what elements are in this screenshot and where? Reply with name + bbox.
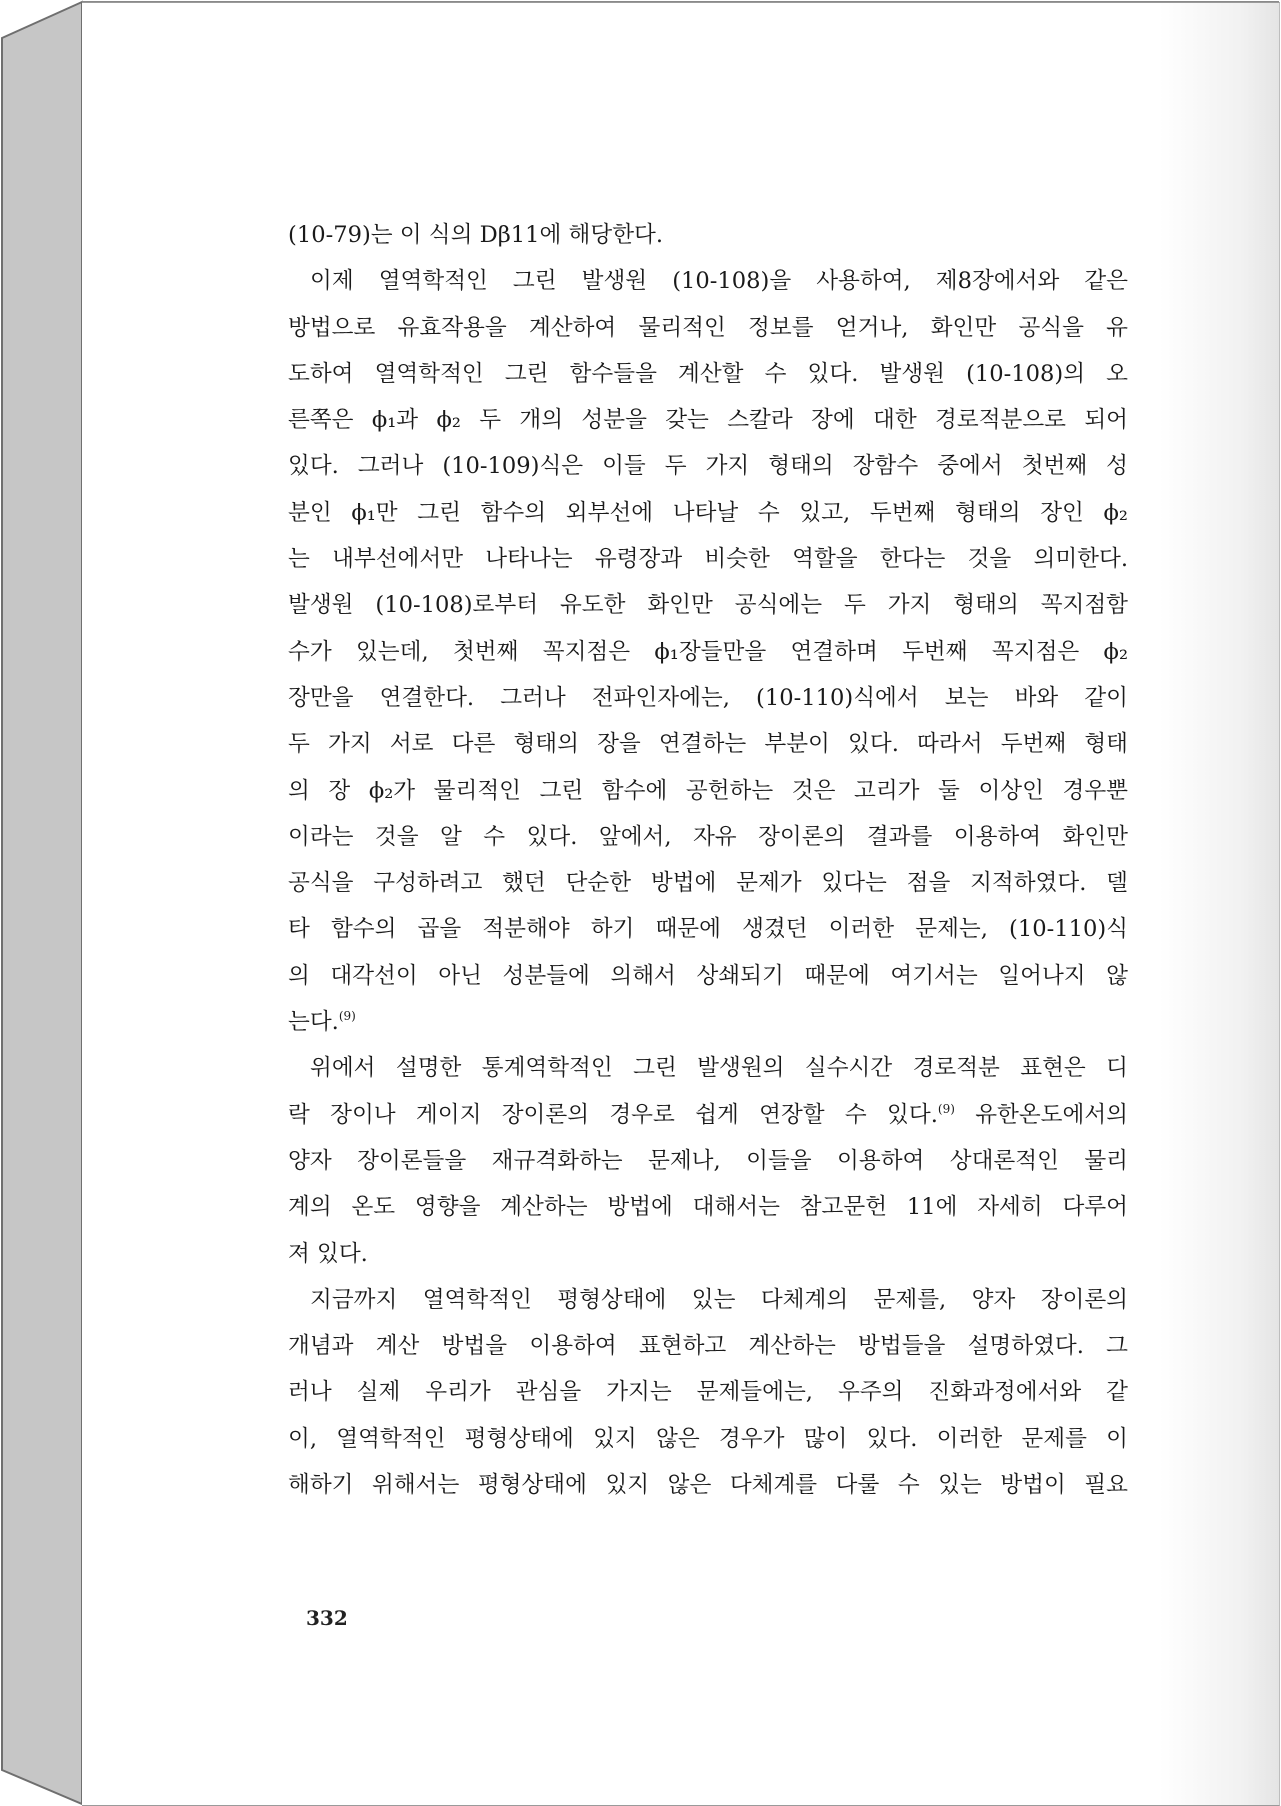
text-line-content: 해하기 위해서는 평형상태에 있지 않은 다체계를 다룰 수 있는 방법이 필요 [288, 1472, 1128, 1499]
text-line [288, 582, 1128, 628]
text-line-content: 는다. [288, 1009, 339, 1036]
text-line [288, 351, 1128, 397]
text-line [288, 1092, 1128, 1138]
text-line [288, 443, 1128, 489]
text-line-content: 의 대각선이 아닌 성분들에 의해서 상쇄되기 때문에 여기서는 일어나지 않 [288, 962, 1128, 989]
text-line [288, 814, 1128, 860]
text-line [288, 258, 1128, 304]
text-line-content: 발생원 (10-108)로부터 유도한 화인만 공식에는 두 가지 형태의 꼭지점함 [288, 592, 1128, 619]
text-line [288, 675, 1128, 721]
text-line [288, 397, 1128, 443]
text-line-content: 있다. 그러나 (10-109)식은 이들 두 가지 형태의 장함수 중에서 첫번째 성 [288, 453, 1128, 480]
text-line [288, 1277, 1128, 1323]
text-line-content: 분인 ϕ₁만 그린 함수의 외부선에 나타날 수 있고, 두번째 형태의 장인 ϕ₂ [288, 499, 1128, 526]
text-line [288, 1045, 1128, 1091]
text-line [288, 1369, 1128, 1415]
text-line [288, 860, 1128, 906]
text-line-content: (10-79)는 이 식의 D [288, 222, 498, 248]
text-line-content: 두 가지 서로 다른 형태의 장을 연결하는 부분이 있다. 따라서 두번째 형태 [288, 731, 1128, 758]
text-line-content: 이, 열역학적인 평형상태에 있지 않은 경우가 많이 있다. 이러한 문제를 이 [288, 1425, 1128, 1452]
text-line [288, 1416, 1128, 1462]
text-line [288, 999, 1128, 1045]
text-line [288, 1231, 1128, 1277]
text-line-content: 의 장 ϕ₂가 물리적인 그린 함수에 공헌하는 것은 고리가 둘 이상인 경우뿐 [288, 777, 1128, 804]
text-line-content: 이제 열역학적인 그린 발생원 (10-108)을 사용하여, 제8장에서와 같은 [310, 268, 1128, 295]
footnote-reference: (9) [937, 1101, 955, 1116]
text-line [288, 629, 1128, 675]
text-line [288, 906, 1128, 952]
text-line-tail: β11에 해당한다. [497, 222, 664, 248]
text-line-content: 방법으로 유효작용을 계산하여 물리적인 정보를 얻거나, 화인만 공식을 유 [288, 314, 1128, 341]
text-line [288, 536, 1128, 582]
text-line [288, 953, 1128, 999]
text-line-content: 러나 실제 우리가 관심을 가지는 문제들에는, 우주의 진화과정에서와 같 [288, 1379, 1128, 1406]
text-line-content: 락 장이나 게이지 장이론의 경우로 쉽게 연장할 수 있다. [288, 1101, 938, 1128]
text-line-content: 위에서 설명한 통계역학적인 그린 발생원의 실수시간 경로적분 표현은 디 [310, 1055, 1128, 1082]
text-line [288, 1184, 1128, 1230]
text-line-content: 계의 온도 영향을 계산하는 방법에 대해서는 참고문헌 11에 자세히 다루어 [288, 1194, 1128, 1221]
text-line-content: 지금까지 열역학적인 평형상태에 있는 다체계의 문제를, 양자 장이론의 [310, 1286, 1128, 1313]
text-line-content: 져 있다. [288, 1240, 368, 1267]
text-line [288, 1323, 1128, 1369]
text-line-content: 장만을 연결한다. 그러나 전파인자에는, (10-110)식에서 보는 바와 같이 [288, 684, 1128, 711]
text-line [288, 1138, 1128, 1184]
text-line-content: 른쪽은 ϕ₁과 ϕ₂ 두 개의 성분을 갖는 스칼라 장에 대한 경로적분으로 되어 [288, 407, 1128, 434]
text-line-content: 공식을 구성하려고 했던 단순한 방법에 문제가 있다는 점을 지적하였다. 델 [288, 870, 1128, 897]
footnote-reference: (9) [338, 1009, 356, 1024]
text-line [288, 768, 1128, 814]
text-line-content: 는 내부선에서만 나타나는 유령장과 비슷한 역할을 한다는 것을 의미한다. [288, 546, 1128, 573]
text-line [288, 490, 1128, 536]
text-line [288, 1462, 1128, 1508]
text-line [288, 305, 1128, 351]
text-line [288, 721, 1128, 767]
text-line-content: 도하여 열역학적인 그린 함수들을 계산할 수 있다. 발생원 (10-108)의 오 [288, 360, 1128, 387]
text-line [288, 212, 1128, 258]
text-line-content: 타 함수의 곱을 적분해야 하기 때문에 생겼던 이러한 문제는, (10-110)식 [288, 916, 1128, 943]
text-line-tail: 유한온도에서의 [954, 1101, 1128, 1128]
text-line-content: 이라는 것을 알 수 있다. 앞에서, 자유 장이론의 결과를 이용하여 화인만 [288, 823, 1128, 850]
text-line-content: 개념과 계산 방법을 이용하여 표현하고 계산하는 방법들을 설명하였다. 그 [288, 1333, 1128, 1360]
page-body-text [288, 212, 1128, 1508]
text-line-content: 수가 있는데, 첫번째 꼭지점은 ϕ₁장들만을 연결하며 두번째 꼭지점은 ϕ₂ [288, 638, 1128, 665]
page-number: 332 [306, 1606, 348, 1630]
text-line-content: 양자 장이론들을 재규격화하는 문제나, 이들을 이용하여 상대론적인 물리 [288, 1147, 1128, 1174]
